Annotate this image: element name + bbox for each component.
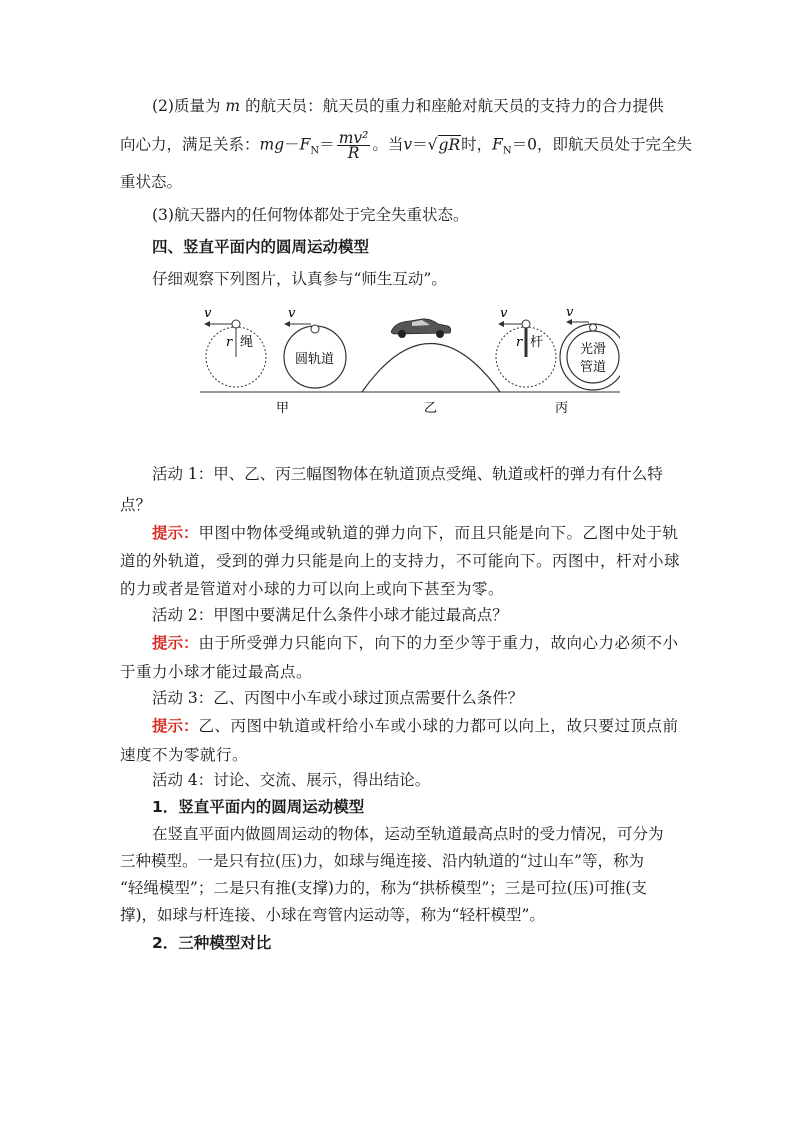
hint1-line2: 道的外轨道，受到的弹力只能是向上的支持力，不可能向下。丙图中，杆对小球 <box>120 552 681 570</box>
label-v3: v <box>500 306 508 321</box>
activity4-text: 活动 4：讨论、交流、展示，得出结论。 <box>152 771 431 789</box>
subheading-comparison: 2．三种模型对比 <box>152 934 272 952</box>
subheading-models: 1．竖直平面内的圆周运动模型 <box>152 798 365 816</box>
car-icon <box>391 319 450 338</box>
label-rope: 绳 <box>240 335 254 350</box>
label-r1: r <box>226 335 233 350</box>
figure-track-model <box>284 306 346 388</box>
sqrt-sign: √ <box>427 135 438 154</box>
label-track: 圆轨道 <box>295 352 335 367</box>
activity1-line1: 活动 1：甲、乙、丙三幅图物体在轨道顶点受绳、轨道或杆的弹力有什么特 <box>152 465 663 483</box>
activity3-text: 活动 3：乙、丙图中小车或小球过顶点需要什么条件？ <box>152 689 524 707</box>
figure-arch-model <box>362 319 500 392</box>
section2-line2: 向心力，满足关系：$mg-F_N=$ $\frac{\text{mv²}}{R}$ 。当v＝√gR时，$F_N=0$，即航天员处于完全失 <box>120 129 693 162</box>
section2-line3: 重状态。 <box>120 173 183 191</box>
label-v1: v <box>204 306 212 321</box>
heading-vertical-circular-models: 四、竖直平面内的圆周运动模型 <box>152 238 370 256</box>
figure-rod-model <box>496 306 556 387</box>
models-line1: 在竖直平面内做圆周运动的物体，运动至轨道最高点时的受力情况，可分为 <box>152 825 664 843</box>
hint3-line2: 速度不为零就行。 <box>120 746 249 764</box>
caption-bing: 丙 <box>555 401 569 416</box>
caption-jia: 甲 <box>276 401 290 416</box>
label-v2: v <box>288 306 296 321</box>
models-line2: 三种模型。一是只有拉(压)力，如球与绳连接、沿内轨道的“过山车”等，称为 <box>120 852 644 870</box>
label-v4: v <box>566 305 574 320</box>
intro-text: 仔细观察下列图片，认真参与“师生互动”。 <box>152 270 447 288</box>
models-line3: “轻绳模型”；二是只有推(支撑)力的，称为“拱桥模型”；三是可拉(压)可推(支 <box>120 879 647 897</box>
hint1-line1: 提示：甲图中物体受绳或轨道的弹力向下，而且只能是向下。乙图中处于轨 <box>152 524 679 542</box>
hint1-line3: 的力或者是管道对小球的力可以向上或向下甚至为零。 <box>120 580 505 598</box>
label-smooth: 光滑 <box>580 342 607 357</box>
label-r3: r <box>516 335 523 350</box>
section3-text: (3)航天器内的任何物体都处于完全失重状态。 <box>152 206 469 224</box>
formula-fraction: $\frac{\text{mv²}}{R}$ <box>338 129 369 162</box>
figure-tube-model <box>560 305 620 390</box>
activity1-line2: 点？ <box>120 496 152 514</box>
label-tube: 管道 <box>580 360 607 375</box>
hint2-line1: 提示：由于所受弹力只能向下，向下的力至少等于重力，故向心力必须不小 <box>152 634 679 652</box>
section2-line1: (2)质量为 m 的航天员：航天员的重力和座舱对航天员的支持力的合力提供 <box>152 97 664 115</box>
models-line4: 撑)，如球与杆连接、小球在弯管内运动等，称为“轻杆模型”。 <box>120 906 545 924</box>
hint2-line2: 于重力小球才能过最高点。 <box>120 663 313 681</box>
label-rod: 杆 <box>530 335 544 350</box>
caption-yi: 乙 <box>424 401 438 416</box>
circular-motion-figure <box>200 300 620 420</box>
figure-rope-model <box>204 306 266 387</box>
hint3-line1: 提示：乙、丙图中轨道或杆给小车或小球的力都可以向上，故只要过顶点前 <box>152 717 679 735</box>
activity2-text: 活动 2：甲图中要满足什么条件小球才能过最高点？ <box>152 606 508 624</box>
